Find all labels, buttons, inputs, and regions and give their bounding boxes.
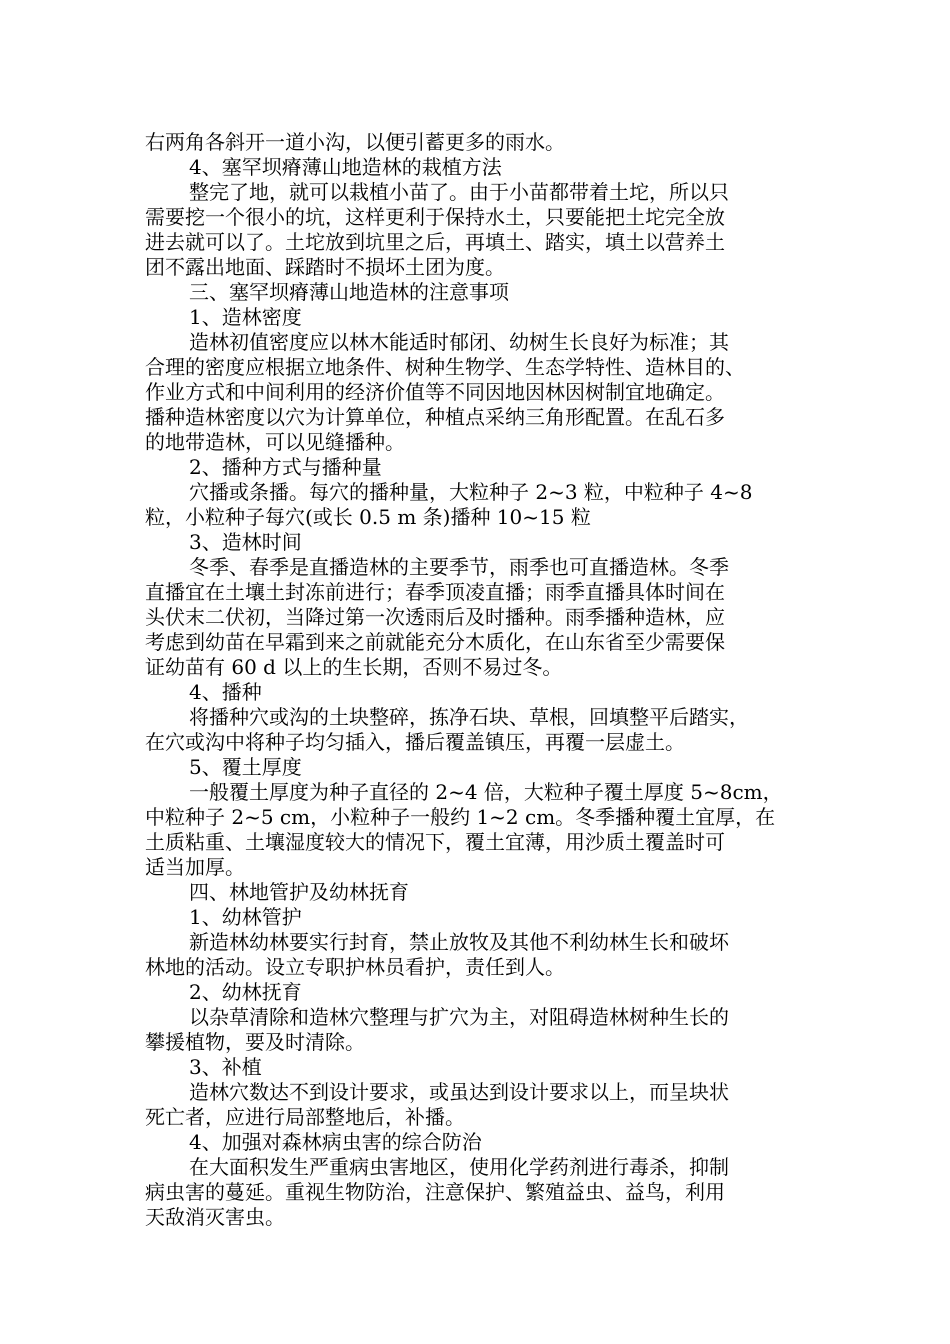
paragraph-line: 一般覆土厚度为种子直径的 2~4 倍，大粒种子覆土厚度 5~8cm， (189, 780, 783, 804)
paragraph-line: 中粒种子 2~5 cm，小粒种子一般约 1~2 cm。冬季播种覆土宜厚，在 (145, 805, 776, 829)
paragraph-line: 粒，小粒种子每穴(或长 0.5 m 条)播种 10~15 粒 (145, 505, 591, 529)
section-heading: 3、造林时间 (189, 530, 302, 554)
paragraph-line: 病虫害的蔓延。重视生物防治，注意保护、繁殖益虫、益鸟，利用 (145, 1180, 725, 1204)
paragraph-line: 右两角各斜开一道小沟，以便引蓄更多的雨水。 (145, 130, 565, 154)
paragraph-line: 考虑到幼苗在早霜到来之前就能充分木质化，在山东省至少需要保 (145, 630, 725, 654)
section-heading: 5、覆土厚度 (189, 755, 302, 779)
paragraph-line: 林地的活动。设立专职护林员看护，责任到人。 (145, 955, 565, 979)
section-heading: 四、林地管护及幼林抚育 (189, 880, 409, 904)
paragraph-line: 攀援植物，要及时清除。 (145, 1030, 365, 1054)
paragraph-line: 在穴或沟中将种子均匀插入，播后覆盖镇压，再覆一层虚土。 (145, 730, 685, 754)
paragraph-line: 需要挖一个很小的坑，这样更利于保持水土，只要能把土坨完全放 (145, 205, 725, 229)
paragraph-line: 以杂草清除和造林穴整理与扩穴为主，对阻碍造林树种生长的 (189, 1005, 729, 1029)
paragraph-line: 适当加厚。 (145, 855, 245, 879)
paragraph-line: 进去就可以了。土坨放到坑里之后，再填土、踏实，填土以营养土 (145, 230, 725, 254)
document-page (145, 130, 815, 1230)
paragraph-line: 穴播或条播。每穴的播种量，大粒种子 2~3 粒，中粒种子 4~8 (189, 480, 753, 504)
paragraph-line: 证幼苗有 60 d 以上的生长期，否则不易过冬。 (145, 655, 563, 679)
paragraph-line: 播种造林密度以穴为计算单位，种植点采纳三角形配置。在乱石多 (145, 405, 725, 429)
section-heading: 三、塞罕坝瘠薄山地造林的注意事项 (189, 280, 509, 304)
paragraph-line: 作业方式和中间利用的经济价值等不同因地因林因树制宜地确定。 (145, 380, 725, 404)
section-heading: 3、补植 (189, 1055, 262, 1079)
paragraph-line: 整完了地，就可以栽植小苗了。由于小苗都带着土坨，所以只 (189, 180, 729, 204)
paragraph-line: 土质粘重、土壤湿度较大的情况下，覆土宜薄，用沙质土覆盖时可 (145, 830, 725, 854)
paragraph-line: 直播宜在土壤土封冻前进行；春季顶凌直播；雨季直播具体时间在 (145, 580, 725, 604)
section-heading: 1、幼林管护 (189, 905, 302, 929)
paragraph-line: 冬季、春季是直播造林的主要季节，雨季也可直播造林。冬季 (189, 555, 729, 579)
paragraph-line: 在大面积发生严重病虫害地区，使用化学药剂进行毒杀，抑制 (189, 1155, 729, 1179)
paragraph-line: 造林初值密度应以林木能适时郁闭、幼树生长良好为标准；其 (189, 330, 729, 354)
section-heading: 1、造林密度 (189, 305, 302, 329)
section-heading: 4、塞罕坝瘠薄山地造林的栽植方法 (189, 155, 502, 179)
section-heading: 2、幼林抚育 (189, 980, 302, 1004)
paragraph-line: 天敌消灭害虫。 (145, 1205, 285, 1229)
paragraph-line: 头伏末二伏初，当降过第一次透雨后及时播种。雨季播种造林，应 (145, 605, 725, 629)
paragraph-line: 死亡者，应进行局部整地后，补播。 (145, 1105, 465, 1129)
paragraph-line: 的地带造林，可以见缝播种。 (145, 430, 405, 454)
paragraph-line: 合理的密度应根据立地条件、树种生物学、生态学特性、造林目的、 (145, 355, 745, 379)
section-heading: 4、播种 (189, 680, 262, 704)
section-heading: 2、播种方式与播种量 (189, 455, 382, 479)
paragraph-line: 将播种穴或沟的土块整碎，拣净石块、草根，回填整平后踏实， (189, 705, 749, 729)
section-heading: 4、加强对森林病虫害的综合防治 (189, 1130, 482, 1154)
paragraph-line: 团不露出地面、踩踏时不损坏土团为度。 (145, 255, 505, 279)
paragraph-line: 造林穴数达不到设计要求，或虽达到设计要求以上，而呈块状 (189, 1080, 729, 1104)
paragraph-line: 新造林幼林要实行封育，禁止放牧及其他不利幼林生长和破坏 (189, 930, 729, 954)
